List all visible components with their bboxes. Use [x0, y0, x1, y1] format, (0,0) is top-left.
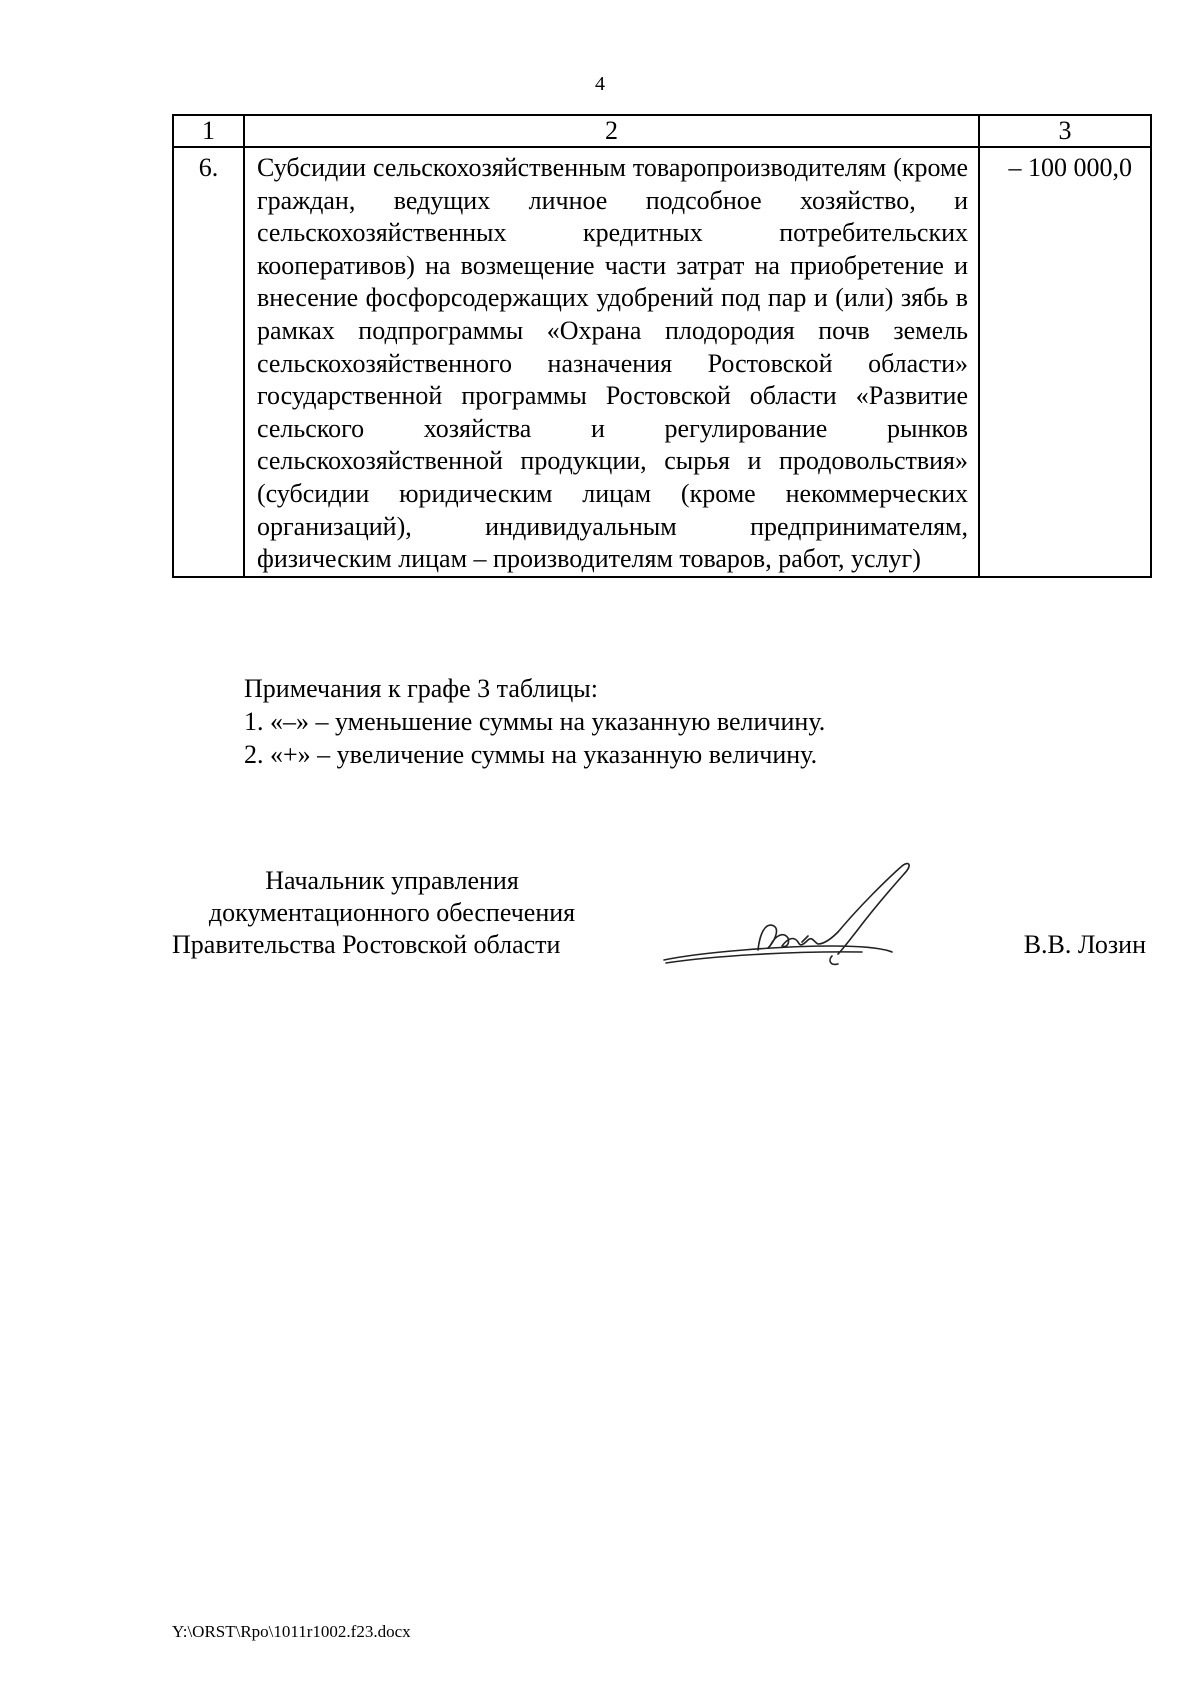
position-line-2: документационного обеспечения — [208, 898, 576, 927]
notes-section — [244, 672, 825, 771]
column-header-1: 1 — [173, 115, 244, 147]
column-header-2: 2 — [244, 115, 979, 147]
row-description: Субсидии сельскохозяйственным товаропроизводителям (кроме граждан, ведущих личное подсобное хозяйство, и сельскохозяйственных кредитных потребительских кооперативов) на возмещение части затрат на приобретение и внесение фосфорсодержащих удобрений под пар и (или) зябь в рамках подпрограммы «Охрана плодородия почв земель сельскохозяйственного назначения Ростовской области» государственной программы Ростовской области «Развитие сельского хозяйства и регулирование рынков сельскохозяйственной продукции, сырья и продовольствия» (субсидии юридическим лицам (кроме некоммерческих организаций), индивидуальным предпринимателям, физическим лицам – производителям товаров, работ, услуг) — [244, 147, 979, 577]
position-line-3: Правительства Ростовской области — [172, 930, 561, 959]
row-number: 6. — [173, 147, 244, 577]
signatory-name: В.В. Лозин — [1023, 930, 1146, 959]
notes-title: Примечания к графе 3 таблицы: — [244, 674, 598, 703]
footer-file-path: Y:\ORST\Rpo\1011r1002.f23.docx — [172, 1622, 411, 1641]
table-header-row — [173, 115, 1151, 147]
page-number: 4 — [595, 73, 605, 95]
column-header-3: 3 — [979, 115, 1151, 147]
position-line-1: Начальник управления — [265, 866, 519, 895]
table-row — [173, 147, 1151, 577]
signatory-position — [172, 865, 612, 961]
handwritten-signature — [662, 860, 952, 975]
row-amount: – 100 000,0 — [979, 147, 1151, 577]
note-item-1: 1. «–» – уменьшение суммы на указанную величину. — [244, 707, 826, 736]
note-item-2: 2. «+» – увеличение суммы на указанную величину. — [244, 740, 818, 769]
budget-table — [172, 114, 1152, 578]
